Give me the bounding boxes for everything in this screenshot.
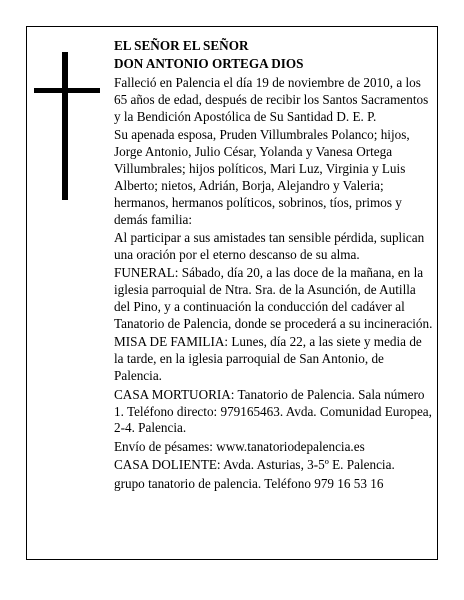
obituary-text bbox=[114, 38, 434, 494]
family-list: Su apenada esposa, Pruden Villumbrales Polanco; hijos, Jorge Antonio, Julio César, Yolanda y Vanesa Ortega Villumbrales; hijos políticos, Mari Luz, Virginia y Luis Alberto; nietos, Adrián, Borja, Alejandro y Valeria; hermanos, hermanos políticos, sobrinos, tíos, primos y demás familia: bbox=[114, 127, 410, 227]
cross-icon bbox=[34, 52, 100, 200]
funeral-info: FUNERAL: Sábado, día 20, a las doce de la mañana, en la iglesia parroquial de Ntra. Sra. de la Asunción, de Autilla del Pino, y a continuación la conducción del cadáver al Tanatorio de Palencia, donde se procederá a su incineración. bbox=[114, 265, 433, 331]
family-mass-info: MISA DE FAMILIA: Lunes, día 22, a las siete y media de la tarde, en la iglesia parroquial de San Antonio, de Palencia. bbox=[114, 334, 422, 384]
family-home-info: CASA DOLIENTE: Avda. Asturias, 3-5º E. Palencia. bbox=[114, 457, 395, 473]
cross-vertical-bar bbox=[62, 52, 68, 200]
prayer-request: Al participar a sus amistades tan sensible pérdida, suplican una oración por el eterno descanso de su alma. bbox=[114, 229, 425, 262]
funeral-home-info: CASA MORTUORIA: Tanatorio de Palencia. Sala número 1. Teléfono directo: 979165463. Avda. Comunidad Europea, 2-4. Palencia. bbox=[114, 386, 432, 436]
condolences-info: Envío de pésames: www.tanatoriodepalencia.es bbox=[114, 438, 365, 454]
cross-horizontal-bar bbox=[34, 88, 100, 93]
contact-info: grupo tanatorio de palencia. Teléfono 979 16 53 16 bbox=[114, 475, 384, 491]
death-announcement: Falleció en Palencia el día 19 de noviembre de 2010, a los 65 años de edad, después de recibir los Santos Sacramentos y la Bendición Apostólica de Su Santidad D. E. P. bbox=[114, 74, 429, 124]
title-line-1: EL SEÑOR EL SEÑOR bbox=[114, 38, 249, 53]
deceased-name: DON ANTONIO ORTEGA DIOS bbox=[114, 56, 304, 72]
